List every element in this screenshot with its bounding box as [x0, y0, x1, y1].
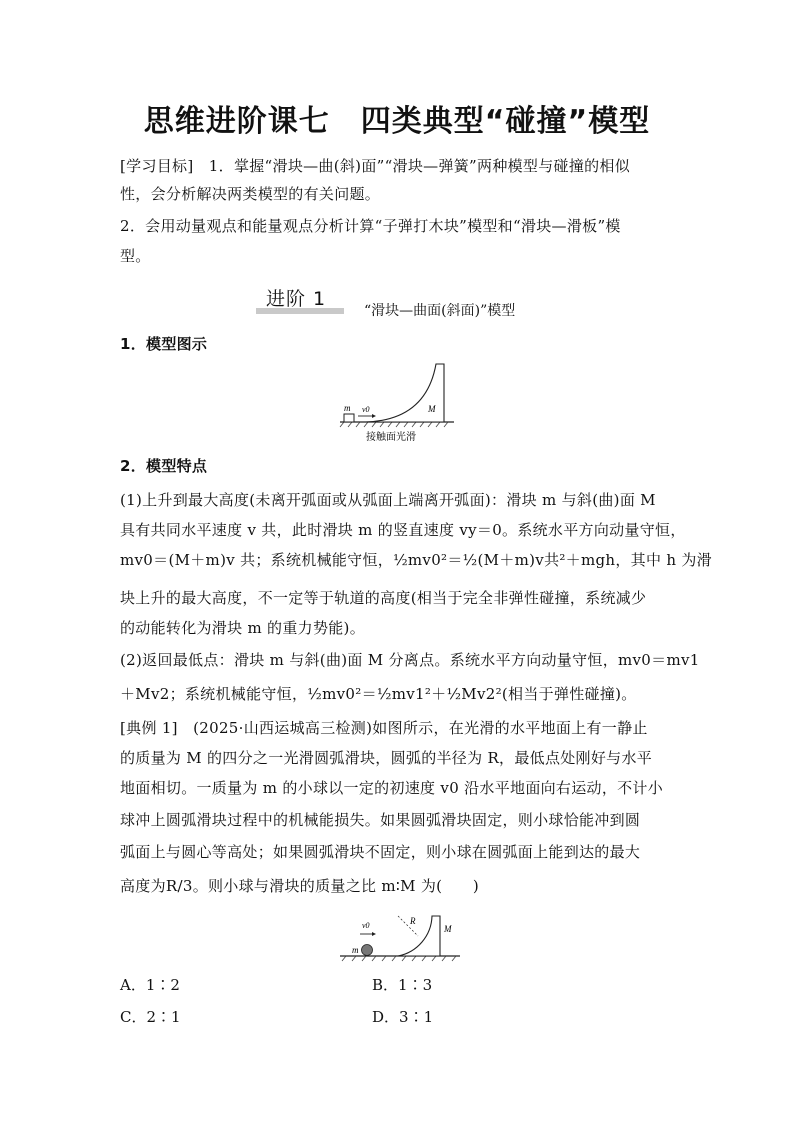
block-m: [344, 414, 354, 422]
figure-slider-curve: [336, 356, 460, 448]
objectives-line-2: 性，会分析解决两类模型的有关问题。: [120, 185, 381, 203]
section-badge: [256, 284, 344, 314]
velocity-arrowhead-2: [372, 932, 376, 936]
label-m: m: [344, 403, 351, 413]
page-title: 思维进阶课七 四类典型“碰撞”模型: [143, 104, 651, 139]
label-R: R: [410, 916, 416, 926]
figure-caption: 接触面光滑: [366, 432, 416, 443]
body-p2-line-2: ＋Mv2；系统机械能守恒，½mv0²＝½mv1²＋½Mv2²(相当于弹性碰撞)。: [120, 685, 637, 703]
example-line-1: [典例 1] (2025·山西运城高三检测)如图所示，在光滑的水平地面上有一静止: [120, 719, 648, 737]
option-b[interactable]: B．1∶3: [372, 976, 433, 994]
option-c[interactable]: C．2∶1: [120, 1008, 181, 1026]
ground-hatch: [340, 422, 448, 427]
label-M-2: M: [444, 924, 452, 934]
objectives-line-4: 型。: [120, 247, 151, 265]
body-p1-line-1: (1)上升到最大高度(未离开弧面或从弧面上端离开弧面)：滑块 m 与斜(曲)面 M: [120, 491, 656, 509]
ball-m: [362, 945, 373, 956]
section-title: “滑块—曲面(斜面)”模型: [364, 303, 516, 319]
body-p1-line-2: 具有共同水平速度 v 共，此时滑块 m 的竖直速度 vy＝0。系统水平方向动量守恒，: [120, 521, 686, 539]
body-p1-line-5: 的动能转化为滑块 m 的重力势能)。: [120, 619, 366, 637]
label-M: M: [428, 404, 436, 414]
ground-hatch-2: [342, 956, 456, 961]
objectives-line-1: [学习目标] 1．掌握“滑块—曲(斜)面”“滑块—弹簧”两种模型与碰撞的相似: [120, 157, 631, 175]
label-v0-2: v0: [362, 921, 370, 930]
example-line-4: 球冲上圆弧滑块过程中的机械能损失。如果圆弧滑块固定，则小球恰能冲到圆: [120, 811, 641, 829]
section-badge-text: 进阶 1: [266, 288, 327, 310]
item-2-heading: 2．模型特点: [120, 457, 208, 475]
example-line-6: 高度为R/3。则小球与滑块的质量之比 m∶M 为( ): [120, 877, 480, 895]
example-line-5: 弧面上与圆心等高处；如果圆弧滑块不固定，则小球在圆弧面上能到达的最大: [120, 843, 641, 861]
item-1-heading: 1．模型图示: [120, 335, 208, 353]
option-d[interactable]: D．3∶1: [372, 1008, 434, 1026]
example-line-2: 的质量为 M 的四分之一光滑圆弧滑块，圆弧的半径为 R，最低点处刚好与水平: [120, 749, 653, 767]
label-v0: v0: [362, 405, 370, 414]
option-a[interactable]: A．1∶2: [120, 976, 180, 994]
body-p2-line-1: (2)返回最低点：滑块 m 与斜(曲)面 M 分离点。系统水平方向动量守恒，mv0＝mv1: [120, 651, 700, 669]
example-line-3: 地面相切。一质量为 m 的小球以一定的初速度 v0 沿水平地面向右运动，不计小: [120, 779, 664, 797]
label-m-2: m: [352, 945, 359, 955]
objectives-line-3: 2．会用动量观点和能量观点分析计算“子弹打木块”模型和“滑块—滑板”模: [120, 217, 621, 235]
body-p1-line-3: mv0＝(M＋m)v 共；系统机械能守恒，½mv0²＝½(M＋m)v共²＋mgh，其中 h 为滑: [120, 551, 712, 569]
body-p1-line-4: 块上升的最大高度，不一定等于轨道的高度(相当于完全非弹性碰撞，系统减少: [120, 589, 647, 607]
velocity-arrowhead: [372, 414, 376, 418]
figure-ball-arc: [336, 906, 466, 962]
